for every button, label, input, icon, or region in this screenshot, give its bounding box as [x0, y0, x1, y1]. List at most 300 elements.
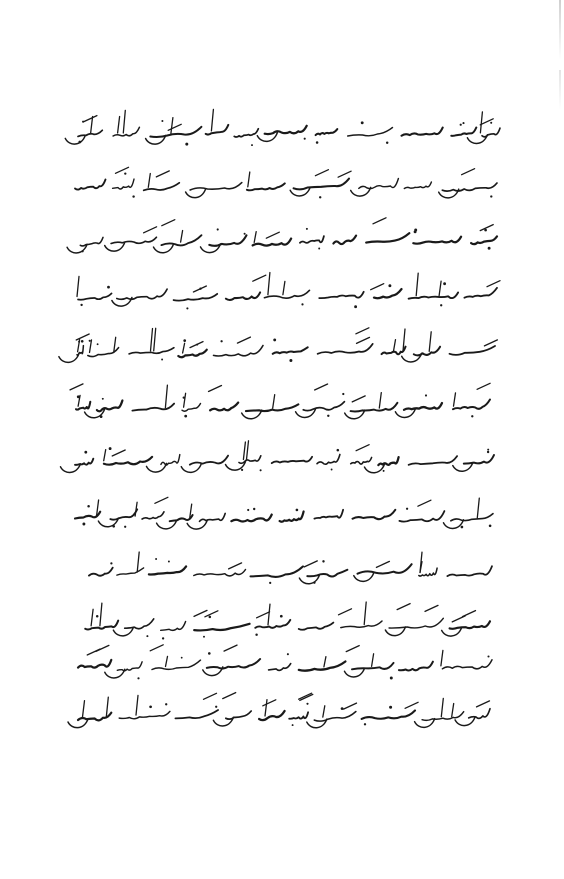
diacritic-dot [490, 195, 492, 197]
pen-stroke [80, 237, 103, 246]
diacritic-dot [354, 305, 357, 308]
diacritic-dot [414, 229, 417, 232]
diacritic-dot [361, 121, 364, 124]
pen-stroke [477, 701, 490, 707]
pen-stroke [429, 332, 431, 352]
pen-stroke [389, 618, 443, 628]
diacritic-dot [244, 233, 246, 235]
pen-stroke [268, 273, 270, 295]
diacritic-dot [168, 561, 170, 563]
diacritic-dot [215, 706, 217, 708]
pen-stroke [119, 711, 170, 718]
diacritic-dot [386, 141, 388, 143]
pen-stroke [418, 500, 431, 506]
diacritic-dot [203, 636, 205, 638]
diacritic-dot [220, 340, 222, 342]
pen-stroke [142, 512, 164, 519]
pen-stroke [441, 698, 443, 716]
pen-stroke [372, 654, 374, 667]
pen-stroke [371, 284, 384, 290]
pen-stroke [210, 403, 238, 411]
pen-stroke [239, 456, 261, 464]
pen-stroke [194, 610, 207, 616]
pen-stroke [123, 110, 125, 133]
diacritic-dot [183, 396, 185, 398]
pen-stroke [132, 404, 174, 411]
pen-stroke [181, 464, 201, 473]
pen-stroke [304, 561, 317, 567]
diacritic-dot [489, 525, 492, 528]
pen-stroke [89, 568, 113, 576]
pen-stroke [351, 403, 398, 412]
pen-stroke [353, 510, 396, 519]
manuscript-line [78, 645, 492, 680]
diacritic-dot [100, 415, 103, 418]
pen-stroke [352, 396, 365, 402]
diacritic-dot [364, 723, 366, 725]
pen-stroke [165, 385, 167, 407]
diacritic-dot [341, 707, 344, 710]
diacritic-dot [462, 122, 464, 124]
diacritic-dot [269, 582, 271, 584]
pen-stroke [280, 512, 304, 522]
pen-stroke [394, 340, 396, 352]
pen-stroke [113, 179, 134, 189]
pen-stroke [351, 458, 372, 465]
diacritic-dot [80, 304, 82, 306]
pen-stroke [75, 180, 106, 190]
diacritic-dot [165, 703, 167, 705]
manuscript-line [67, 218, 497, 253]
diacritic-dot [132, 195, 134, 197]
pen-stroke [113, 127, 139, 136]
pen-stroke [471, 236, 497, 244]
diacritic-dot [273, 338, 276, 341]
pen-stroke [303, 402, 344, 411]
pen-stroke [315, 170, 328, 176]
diacritic-dot [183, 339, 186, 342]
diacritic-dot [186, 307, 188, 309]
pen-stroke [453, 400, 490, 410]
pen-stroke [104, 450, 106, 461]
pen-stroke [463, 611, 476, 617]
pen-stroke [110, 509, 137, 519]
manuscript-line [59, 328, 498, 363]
manuscript-line [68, 693, 490, 728]
pen-stroke [105, 669, 125, 678]
diacritic-dot [316, 141, 319, 144]
pen-stroke [455, 717, 475, 726]
pen-stroke [106, 697, 108, 717]
diacritic-dot [296, 509, 299, 512]
pen-stroke [186, 189, 206, 198]
diacritic-dot [260, 469, 262, 471]
pen-stroke [346, 646, 359, 652]
diacritic-dot [87, 505, 90, 508]
pen-stroke [137, 552, 139, 572]
pen-stroke [300, 236, 324, 243]
manuscript-line [70, 383, 490, 418]
pen-stroke [307, 570, 347, 577]
pen-stroke [231, 515, 271, 522]
pen-stroke [266, 232, 279, 238]
pen-stroke [183, 343, 185, 353]
pen-stroke [207, 659, 260, 669]
pen-stroke [125, 619, 154, 629]
pen-stroke [253, 275, 266, 281]
pen-stroke [294, 179, 349, 190]
diacritic-dot [82, 523, 85, 526]
pen-stroke [450, 621, 490, 628]
pen-stroke [100, 603, 102, 626]
pen-stroke [469, 709, 490, 719]
pen-stroke [190, 456, 228, 465]
diacritic-dot [199, 287, 201, 289]
diacritic-dot [124, 526, 126, 528]
pen-stroke [359, 179, 399, 189]
pen-stroke [117, 662, 142, 671]
pen-stroke [318, 344, 373, 354]
pen-stroke [168, 124, 181, 130]
pen-stroke [314, 712, 356, 722]
pen-stroke [174, 294, 218, 301]
diacritic-dot [155, 558, 157, 560]
diacritic-dot [109, 447, 112, 450]
pen-stroke [229, 563, 242, 569]
diacritic-dot [319, 196, 321, 198]
pen-stroke [65, 135, 85, 144]
pen-stroke [439, 281, 441, 296]
diacritic-dot [287, 653, 289, 655]
diacritic-dot [280, 615, 283, 618]
pen-stroke [405, 702, 418, 708]
manuscript-line [77, 273, 500, 310]
diacritic-dot [487, 451, 489, 453]
pen-stroke [75, 459, 93, 465]
diacritic-dot [84, 451, 87, 454]
pen-stroke [378, 457, 398, 465]
pen-stroke [379, 393, 381, 409]
pen-stroke [87, 649, 100, 655]
diacritic-dot [146, 635, 148, 637]
pen-stroke [105, 243, 125, 252]
diacritic-dot [185, 143, 188, 146]
pen-stroke [59, 354, 79, 363]
diacritic-dot [388, 284, 391, 287]
pen-stroke [161, 455, 180, 466]
pen-stroke [480, 112, 482, 133]
pen-stroke [247, 183, 285, 190]
diacritic-dot [484, 229, 487, 232]
pen-stroke [265, 126, 307, 134]
diacritic-dot [149, 705, 152, 708]
pen-stroke [129, 348, 174, 354]
pen-stroke [366, 233, 409, 242]
diacritic-dot [110, 562, 112, 564]
pen-stroke [156, 171, 169, 177]
pen-stroke [409, 456, 458, 465]
diacritic-dot [318, 248, 320, 250]
pen-stroke [155, 497, 168, 503]
diacritic-dot [342, 393, 344, 395]
pen-stroke [144, 227, 157, 233]
pen-stroke [118, 117, 120, 134]
pen-stroke [404, 182, 431, 189]
pen-stroke [399, 662, 433, 671]
pen-stroke [283, 281, 285, 294]
diacritic-dot [322, 560, 324, 562]
pen-stroke [464, 288, 497, 298]
diacritic-dot [425, 394, 427, 396]
pen-stroke [247, 441, 249, 460]
pen-stroke [184, 393, 186, 407]
pen-stroke [319, 292, 364, 298]
pen-stroke [182, 404, 201, 412]
pen-stroke [317, 455, 340, 465]
pen-stroke [422, 712, 464, 721]
pen-stroke [376, 561, 389, 567]
diacritic-dot [487, 449, 489, 451]
pen-stroke [413, 237, 461, 244]
pen-stroke [84, 116, 97, 122]
pen-stroke [150, 645, 163, 651]
pen-stroke [209, 235, 246, 246]
pen-stroke [269, 664, 291, 671]
pen-stroke [268, 604, 270, 625]
diacritic-dot [102, 398, 104, 400]
pen-stroke [414, 347, 440, 356]
diacritic-dot [251, 144, 253, 146]
pen-stroke [200, 513, 226, 521]
pen-stroke [402, 128, 443, 136]
pen-stroke [454, 393, 456, 406]
diacritic-dot [306, 703, 308, 705]
pen-stroke [116, 167, 129, 173]
diacritic-dot [161, 359, 163, 361]
diacritic-dot [389, 706, 392, 709]
pen-stroke [70, 384, 83, 390]
pen-stroke [348, 128, 393, 137]
pen-stroke [265, 700, 267, 716]
pen-stroke [316, 129, 338, 135]
manuscript-line [75, 167, 497, 198]
pen-stroke [111, 237, 156, 243]
pen-stroke [190, 183, 242, 190]
diacritic-dot [255, 633, 257, 635]
pen-stroke [484, 340, 497, 346]
diacritic-dot [383, 470, 385, 472]
diacritic-dot [112, 525, 115, 528]
pen-stroke [447, 566, 492, 576]
pen-stroke [224, 645, 237, 651]
pen-stroke [299, 662, 346, 671]
pen-stroke [259, 711, 285, 720]
pen-stroke [204, 693, 217, 699]
pen-stroke [339, 609, 352, 615]
diacritic-dot [253, 508, 255, 510]
pen-stroke [154, 328, 156, 351]
pen-stroke [78, 660, 111, 668]
diacritic-dot [247, 509, 249, 511]
pen-stroke [352, 663, 394, 669]
pen-stroke [77, 276, 79, 296]
pen-stroke [234, 129, 258, 137]
diacritic-dot [313, 581, 315, 583]
pen-stroke [253, 239, 291, 246]
diacritic-dot [390, 677, 393, 680]
pen-stroke [83, 701, 85, 717]
pen-stroke [152, 660, 201, 669]
pen-stroke [315, 384, 328, 390]
pen-stroke [150, 127, 201, 137]
diacritic-dot [217, 228, 219, 230]
diacritic-dot [304, 138, 306, 140]
pen-stroke [356, 445, 369, 451]
pen-stroke [151, 329, 153, 351]
pen-stroke [226, 292, 260, 300]
diacritic-dot [78, 141, 81, 144]
diacritic-dot [487, 655, 489, 657]
pen-stroke [97, 401, 123, 412]
pen-stroke [223, 693, 236, 699]
diacritic-dot [81, 250, 83, 252]
pen-stroke [149, 566, 186, 574]
diacritic-dot [124, 172, 126, 174]
pen-stroke [333, 236, 356, 244]
pen-stroke [442, 660, 492, 669]
diacritic-dot [406, 508, 408, 510]
pen-stroke [147, 463, 167, 472]
pen-stroke [425, 605, 438, 611]
pen-stroke [344, 703, 357, 709]
pen-stroke [399, 511, 444, 522]
pen-stroke [194, 570, 246, 576]
pen-stroke [255, 620, 290, 628]
pen-stroke [464, 455, 494, 464]
pen-stroke [112, 450, 125, 456]
pen-stroke [205, 611, 218, 617]
pen-stroke [364, 602, 366, 625]
pen-stroke [91, 609, 93, 626]
pen-stroke [357, 337, 370, 343]
pen-stroke [419, 568, 437, 576]
pen-stroke [272, 457, 312, 463]
pen-stroke [324, 657, 326, 667]
pen-stroke [477, 498, 479, 518]
diacritic-dot [289, 359, 292, 362]
pen-stroke [237, 337, 250, 343]
diacritic-dot [327, 415, 329, 417]
pen-stroke [254, 232, 256, 243]
pen-stroke [442, 183, 497, 191]
manuscript-line [65, 109, 500, 146]
pen-stroke [264, 290, 309, 298]
pen-stroke [362, 711, 415, 719]
pen-stroke [181, 231, 183, 243]
pen-stroke [356, 328, 369, 334]
diacritic-dot [82, 121, 84, 123]
pen-stroke [78, 293, 112, 299]
pen-stroke [214, 346, 264, 356]
pen-stroke [162, 220, 175, 226]
pen-stroke [161, 622, 186, 631]
pen-stroke [263, 700, 276, 706]
pen-stroke [299, 623, 334, 630]
pen-stroke [85, 621, 118, 630]
pen-stroke [148, 174, 150, 188]
diacritic-dot [181, 657, 183, 659]
diacritic-dot [97, 343, 99, 345]
pen-stroke [452, 704, 454, 717]
pen-stroke [338, 171, 351, 177]
pen-stroke [441, 650, 443, 665]
diacritic-dot [161, 120, 163, 122]
diacritic-dot [488, 247, 491, 250]
pen-stroke [451, 128, 476, 136]
pen-stroke [251, 566, 304, 577]
pen-stroke [477, 383, 490, 389]
diacritic-dot [460, 124, 462, 126]
pen-stroke [273, 395, 275, 408]
pen-stroke [76, 334, 89, 340]
pen-stroke [273, 347, 308, 354]
diacritic-dot [292, 724, 294, 726]
pen-stroke [117, 289, 167, 299]
diacritic-dot [81, 340, 84, 343]
pen-stroke [209, 386, 222, 392]
pen-stroke [248, 172, 250, 187]
pen-stroke [397, 604, 410, 610]
pen-stroke [226, 711, 251, 719]
manuscript-line [89, 552, 492, 584]
diacritic-dot [440, 304, 442, 306]
pen-stroke [450, 346, 496, 355]
pen-stroke [154, 244, 174, 253]
pen-stroke [444, 520, 464, 529]
pen-stroke [451, 514, 493, 521]
diacritic-dot [196, 344, 198, 346]
pen-stroke [243, 442, 245, 460]
diacritic-dot [77, 395, 80, 398]
manuscript-line [61, 441, 495, 473]
pen-stroke [136, 695, 138, 715]
diacritic-dot [107, 286, 110, 289]
diacritic-dot [301, 303, 303, 305]
pen-stroke [171, 118, 173, 134]
diacritic-dot [490, 122, 492, 124]
diacritic-dot [331, 469, 333, 471]
diacritic-dot [337, 449, 340, 452]
pen-stroke [462, 169, 475, 175]
pen-stroke [482, 128, 500, 137]
manuscript-line [75, 497, 493, 529]
diacritic-dot [89, 340, 91, 342]
diacritic-dot [78, 341, 80, 343]
pen-stroke [416, 273, 418, 296]
pen-stroke [314, 510, 343, 519]
pen-stroke [211, 109, 213, 130]
diacritic-dot [306, 228, 308, 230]
pen-stroke [187, 520, 207, 529]
pen-stroke [374, 289, 402, 298]
manuscript-line [85, 602, 490, 640]
diacritic-dot [137, 677, 139, 679]
pen-stroke [487, 281, 500, 287]
pen-stroke [117, 568, 144, 575]
diacritic-dot [96, 615, 99, 618]
diacritic-dot [471, 415, 473, 417]
diacritic-dot [208, 652, 211, 655]
